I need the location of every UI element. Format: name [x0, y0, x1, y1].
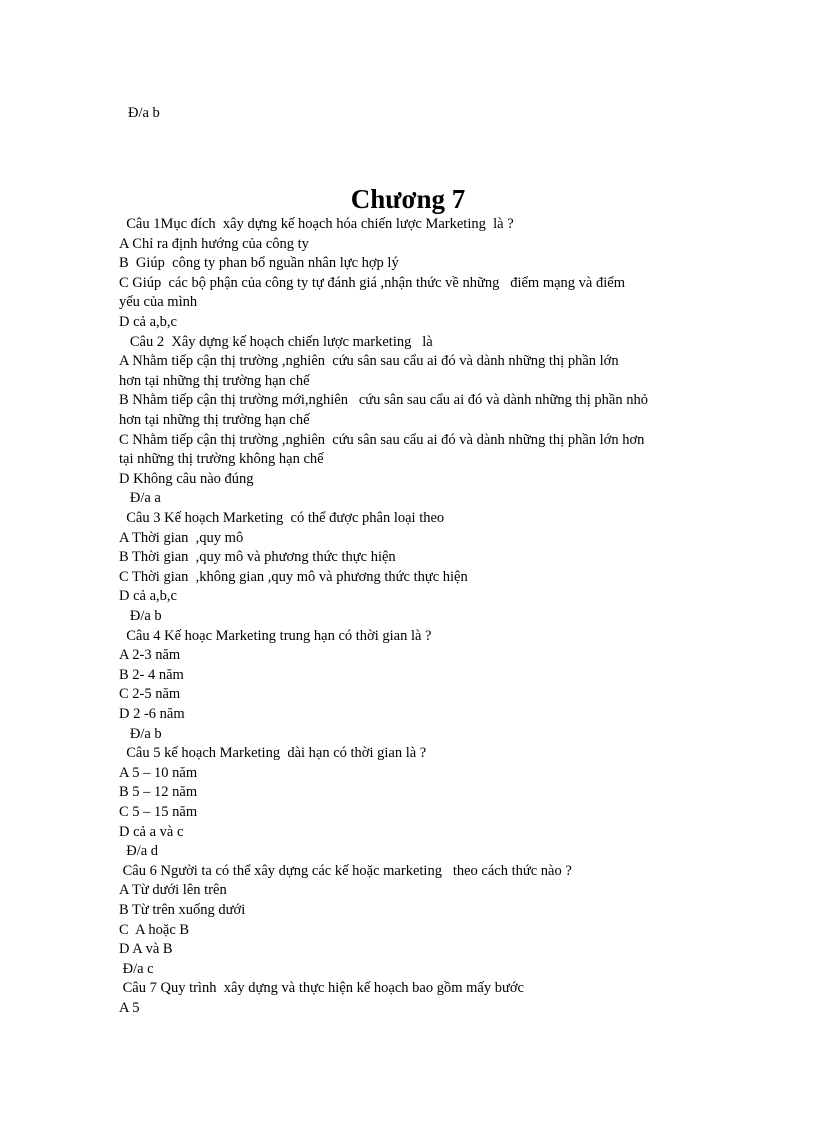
- text-line: hơn tại những thị trường hạn chế: [119, 372, 310, 389]
- text-line: C Giúp các bộ phận của công ty tự đánh giá ,nhận thức về những điểm mạng và điểm: [119, 274, 625, 291]
- text-line: B Từ trên xuống dưới: [119, 902, 246, 918]
- page-title: Chương 7: [350, 184, 466, 214]
- text-line: A Chỉ ra định hướng của công ty: [119, 235, 309, 252]
- text-line: C 2-5 năm: [119, 686, 181, 703]
- text-line: A Từ dưới lên trên: [119, 882, 227, 899]
- text-line: B Giúp công ty phan bổ nguần nhân lực hợp lý: [119, 255, 399, 272]
- text-line: D A và B: [119, 941, 173, 958]
- text-line: A Nhằm tiếp cận thị trường ,nghiên cứu sân sau cẩu ai đó và dành những thị phần lớn: [119, 353, 619, 370]
- text-line: yếu của mình: [119, 294, 198, 311]
- text-line: Đ/a c: [119, 960, 154, 977]
- text-line: C Nhằm tiếp cận thị trường ,nghiên cứu sân sau cẩu ai đó và dành những thị phần lớn hơn: [119, 431, 645, 448]
- text-line: Đ/a b: [119, 608, 162, 624]
- text-line: D cả a,b,c: [119, 314, 177, 330]
- text-line: Câu 7 Quy trình xây dựng và thực hiện kế hoạch bao gồm mấy bước: [119, 980, 524, 997]
- text-line: Câu 1Mục đích xây dựng kế hoạch hóa chiến lược Marketing là ?: [119, 216, 514, 232]
- text-line: A 5 – 10 năm: [119, 764, 198, 781]
- text-line: Đ/a b: [119, 725, 162, 742]
- text-line: hơn tại những thị trường hạn chế: [119, 412, 310, 428]
- text-line: Câu 4 Kế hoạc Marketing trung hạn có thời gian là ?: [119, 627, 432, 644]
- text-line: Câu 5 kế hoạch Marketing dài hạn có thời gian là ?: [119, 745, 427, 762]
- text-line: Câu 2 Xây dựng kế hoạch chiến lược marketing là: [119, 333, 433, 350]
- text-line: tại những thị trường không hạn chế: [119, 451, 324, 468]
- text-line: B Thời gian ,quy mô và phương thức thực hiện: [119, 549, 396, 566]
- text-line: A Thời gian ,quy mô: [119, 529, 244, 546]
- text-line: Đ/a a: [119, 490, 161, 507]
- text-line: B 5 – 12 năm: [119, 784, 198, 801]
- text-line: A 2-3 năm: [119, 647, 181, 664]
- text-line: Câu 6 Người ta có thể xây dựng các kế hoặc marketing theo cách thức nào ?: [119, 862, 572, 879]
- text-line: Đ/a d: [119, 843, 159, 860]
- text-line: D Không câu nào đúng: [119, 470, 254, 487]
- text-line: C A hoặc B: [119, 921, 190, 938]
- text-line: D cả a,b,c: [119, 588, 177, 605]
- text-line: B 2- 4 năm: [119, 666, 184, 683]
- text-line: D cả a và c: [119, 823, 184, 840]
- text-line: B Nhằm tiếp cận thị trường mới,nghiên cứu sân sau cẩu ai đó và dành những thị phần nhỏ: [119, 392, 648, 409]
- text-line: C 5 – 15 năm: [119, 804, 198, 820]
- text-line: A 5: [119, 1000, 140, 1016]
- text-line: Câu 3 Kế hoạch Marketing có thể được phân loại theo: [119, 510, 445, 526]
- text-line: C Thời gian ,không gian ,quy mô và phương thức thực hiện: [119, 568, 468, 585]
- top-answer: Đ/a b: [128, 105, 160, 121]
- text-line: D 2 -6 năm: [119, 706, 185, 722]
